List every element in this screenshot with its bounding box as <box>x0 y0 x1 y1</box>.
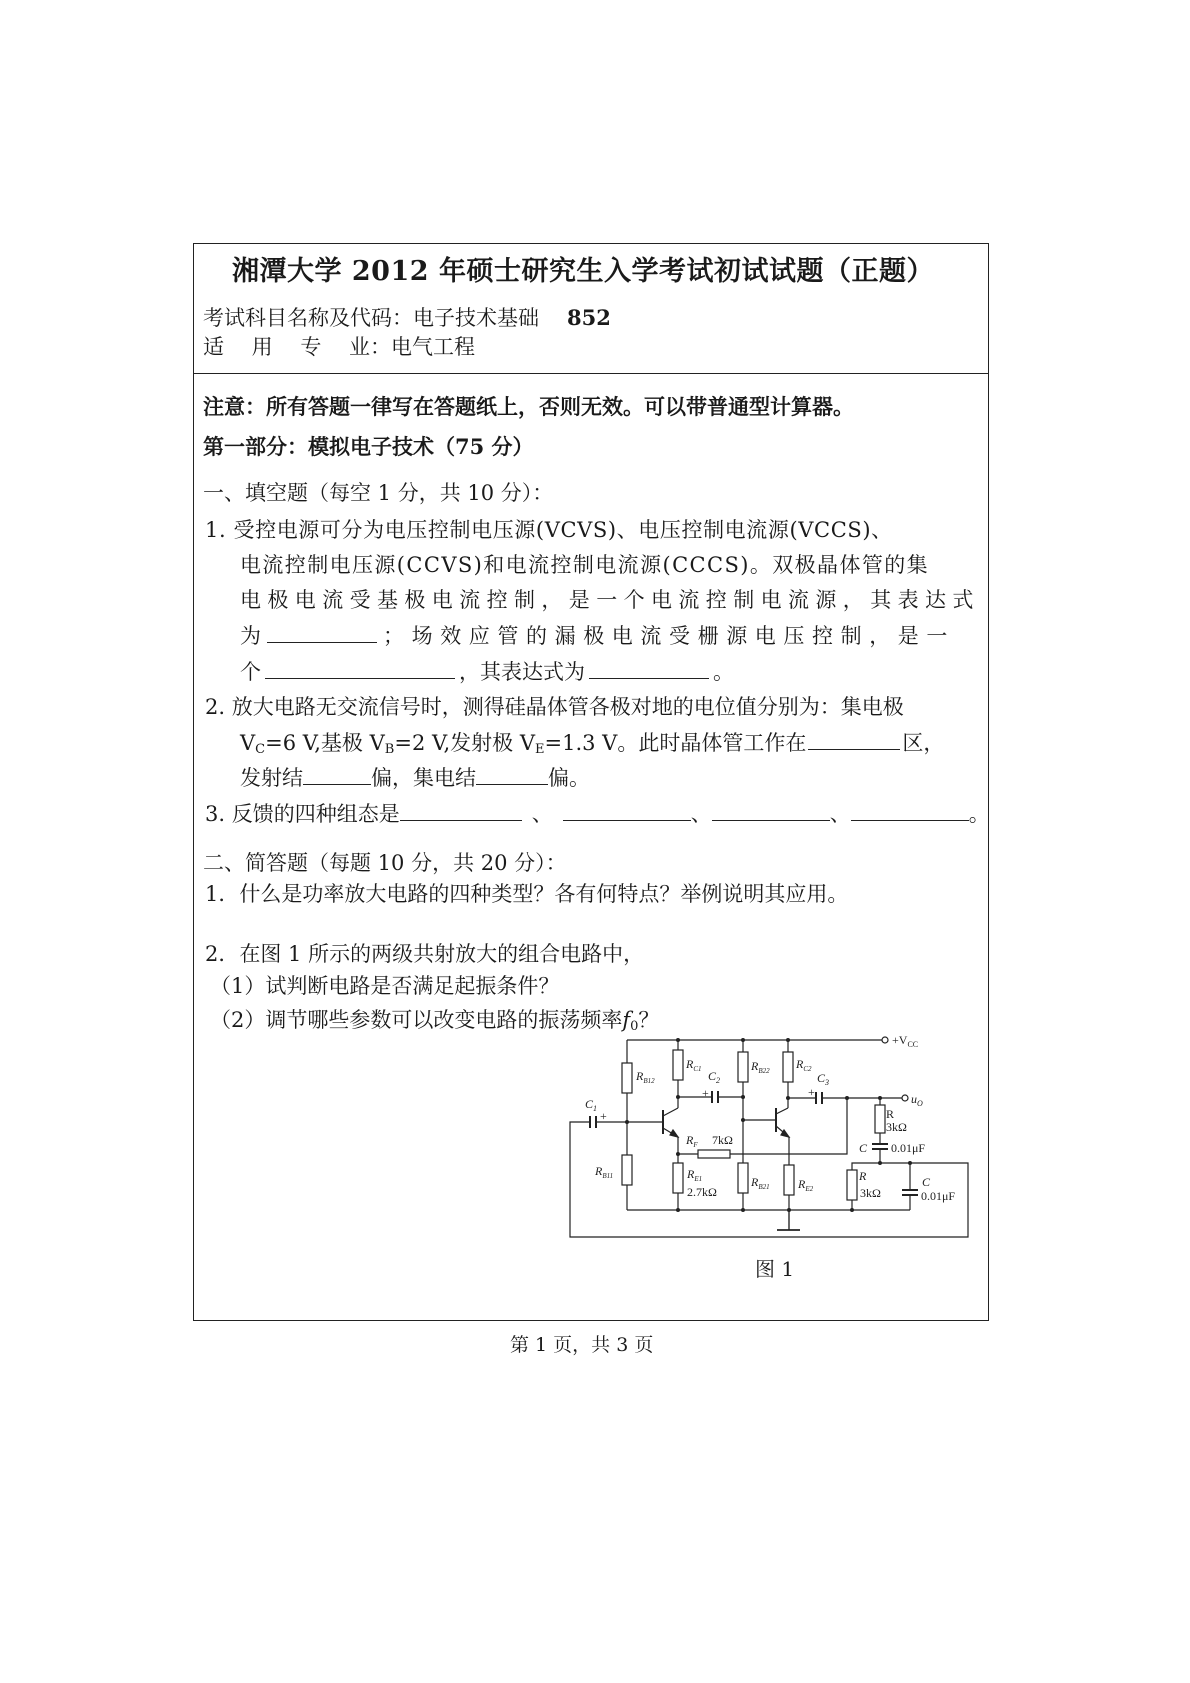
label-c-series-value: 0.01μF <box>891 1141 926 1155</box>
s2-q1: 1．什么是功率放大电路的四种类型？各有何特点？举例说明其应用。 <box>205 882 849 906</box>
text: 区， <box>902 731 945 755</box>
part1-heading: 第一部分：模拟电子技术（75 分） <box>203 434 534 459</box>
subject-label: 考试科目名称及代码：电子技术基础 <box>203 306 539 330</box>
label-rb21: $R_{B21}$ <box>751 1175 770 1191</box>
answer-blank <box>712 802 830 821</box>
figure-caption: 图 1 <box>755 1257 795 1281</box>
answer-blank <box>303 766 371 785</box>
q3-line <box>205 801 990 827</box>
label-c3: $C_3$ <box>817 1071 830 1087</box>
q2-line2 <box>240 730 944 763</box>
label-rb11: $R_{B11}$ <box>595 1164 614 1180</box>
section2-heading: 二、简答题（每题 10 分，共 20 分）： <box>203 851 567 875</box>
label-c-parallel-value: 0.01μF <box>921 1189 956 1203</box>
subscript: B <box>384 742 395 757</box>
page-number: 第 1 页，共 3 页 <box>510 1334 654 1356</box>
emitter-arrow-icon <box>670 1130 678 1137</box>
q1-line3: 电极电流受基极电流控制，是一个电流控制电流源，其表达式 <box>240 588 980 612</box>
resistor-re2 <box>784 1165 794 1195</box>
text: =2 V,发射极 V <box>394 731 535 755</box>
label-re1: $R_{E1}$ <box>687 1167 703 1183</box>
subscript: E <box>535 742 545 757</box>
header-divider <box>193 373 989 374</box>
text: （2）调节哪些参数可以改变电路的振荡频率 <box>210 1008 623 1032</box>
label-c-series: C <box>859 1141 868 1155</box>
resistor-re1 <box>673 1163 683 1193</box>
answer-blank <box>265 660 455 679</box>
notice: 注意：所有答题一律写在答题纸上，否则无效。可以带普通型计算器。 <box>203 394 854 419</box>
resistor-rb12 <box>622 1063 632 1093</box>
wire <box>663 1108 678 1116</box>
major-line: 适 用 专 业：电气工程 <box>203 335 476 359</box>
answer-blank <box>563 802 691 821</box>
text: =6 V,基极 V <box>265 731 385 755</box>
text: ；场效应管的漏极电流受栅源电压控制，是一 <box>383 624 955 648</box>
q2-line1: 2. 放大电路无交流信号时，测得硅晶体管各极对地的电位值分别为：集电极 <box>205 695 904 719</box>
label-r-parallel-value: 3kΩ <box>860 1186 881 1200</box>
text: 个 <box>240 660 261 684</box>
q2-line3 <box>240 765 590 791</box>
text: 为 <box>240 624 261 648</box>
label-c1: $C_1$ <box>585 1097 598 1113</box>
label-r-series-value: 3kΩ <box>886 1120 907 1134</box>
q1-line5 <box>240 659 734 685</box>
label-c2: $C_2$ <box>708 1069 721 1085</box>
text: ？ <box>638 1008 660 1032</box>
subject-code: 852 <box>567 305 611 330</box>
label-rf-value: 7kΩ <box>712 1133 733 1147</box>
text: 、 <box>531 802 553 826</box>
answer-blank <box>400 802 522 821</box>
resistor-r-series <box>875 1105 885 1133</box>
label-r-series: R <box>886 1107 895 1121</box>
wire <box>678 1098 847 1154</box>
section1-heading: 一、填空题（每空 1 分，共 10 分）： <box>203 481 554 505</box>
answer-blank <box>808 731 900 750</box>
subject-line <box>203 305 611 331</box>
text: 偏，集电结 <box>371 766 476 790</box>
label-vcc: $+V_{CC}$ <box>892 1033 919 1049</box>
label-re1-value: 2.7kΩ <box>687 1185 717 1199</box>
label-rc2: $R_{C2}$ <box>796 1057 812 1073</box>
plus-sign: + <box>600 1109 607 1123</box>
exam-title: 湘潭大学 2012 年硕士研究生入学考试初试试题（正题） <box>232 256 934 287</box>
answer-blank <box>589 660 709 679</box>
text: 。 <box>968 802 990 826</box>
label-r-parallel: R <box>859 1169 867 1183</box>
text: f <box>622 1008 631 1032</box>
resistor-rc2 <box>783 1052 793 1082</box>
resistor-rf <box>698 1150 730 1158</box>
resistor-rb22 <box>738 1052 748 1082</box>
label-re2: $R_{E2}$ <box>798 1177 814 1193</box>
q1-line2: 电流控制电压源(CCVS)和电流控制电流源(CCCS)。双极晶体管的集 <box>240 553 930 577</box>
plus-sign: + <box>702 1086 709 1100</box>
resistor-rc1 <box>673 1050 683 1080</box>
text: V <box>240 731 256 755</box>
label-rb12: $R_{B12}$ <box>636 1069 655 1085</box>
output-terminal <box>902 1095 908 1101</box>
answer-blank <box>267 624 377 643</box>
text: 3. 反馈的四种组态是 <box>205 802 400 826</box>
label-rc1: $R_{C1}$ <box>686 1057 702 1073</box>
resistor-r-parallel <box>847 1170 857 1200</box>
s2-q2-part1: （1）试判断电路是否满足起振条件？ <box>210 974 560 998</box>
vcc-terminal <box>882 1037 888 1043</box>
subscript: 0 <box>630 1019 639 1034</box>
answer-blank <box>476 766 548 785</box>
plus-sign: + <box>808 1085 815 1099</box>
text: 发射结 <box>240 766 303 790</box>
q1-line4 <box>240 623 955 649</box>
text: 、 <box>690 802 712 826</box>
text: 偏。 <box>548 766 590 790</box>
subscript: C <box>255 742 266 757</box>
answer-blank <box>851 802 969 821</box>
q1-line1: 1. 受控电源可分为电压控制电压源(VCVS)、电压控制电流源(VCCS)、 <box>205 518 893 542</box>
resistor-rb21 <box>738 1163 748 1193</box>
wire <box>776 1108 788 1114</box>
text: =1.3 V。此时晶体管工作在 <box>544 731 807 755</box>
label-rf: $R_F$ <box>686 1133 698 1149</box>
resistor-rb11 <box>622 1155 632 1185</box>
text: ，其表达式为 <box>459 660 585 684</box>
s2-q2: 2．在图 1 所示的两级共射放大的组合电路中， <box>205 942 645 966</box>
label-rb22: $R_{B22}$ <box>751 1059 770 1075</box>
label-uo: $u_O$ <box>911 1092 923 1108</box>
text: 。 <box>713 660 734 684</box>
circuit-figure-1 <box>560 1030 1000 1270</box>
label-c-parallel: C <box>922 1175 931 1189</box>
text: 、 <box>829 802 851 826</box>
